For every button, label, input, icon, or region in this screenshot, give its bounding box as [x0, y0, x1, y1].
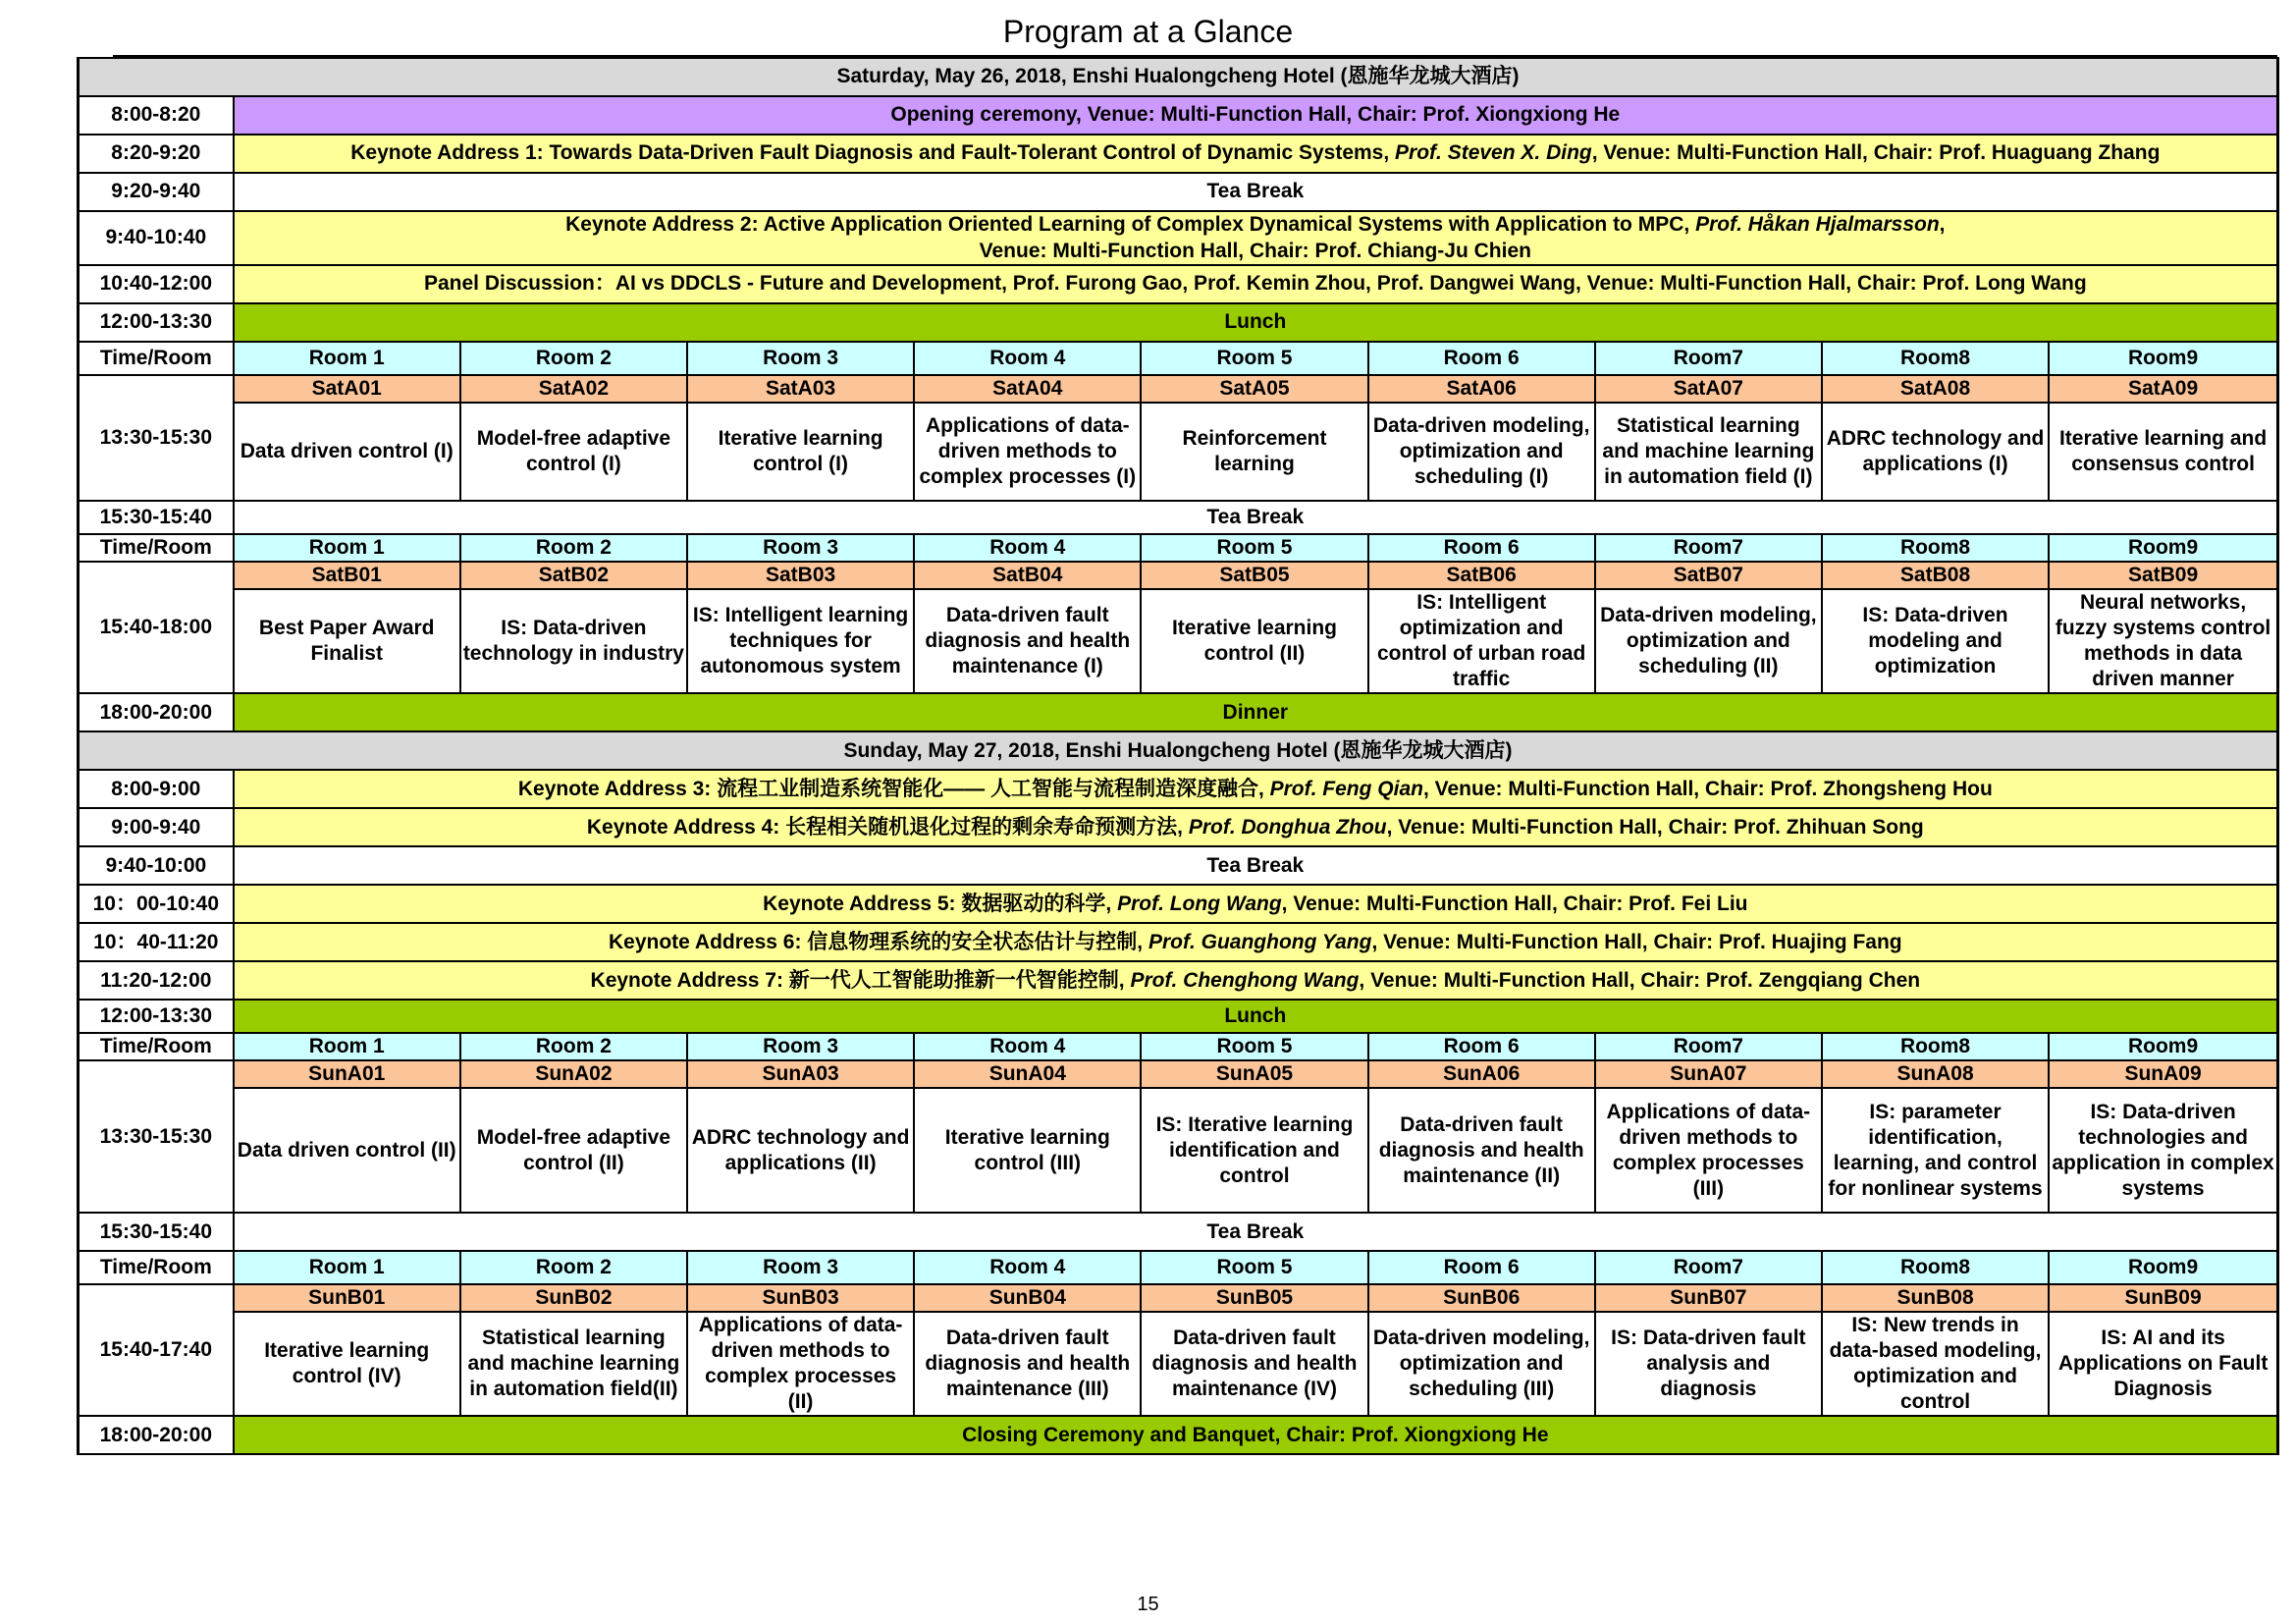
- lunch: Lunch: [234, 1000, 2278, 1033]
- time-cell: 10:40-12:00: [79, 265, 234, 303]
- keynote-venue: , Venue: Multi-Function Hall, Chair: Prof. Fei Liu: [1281, 892, 1748, 915]
- sat-keynote2-row: [79, 211, 2278, 265]
- session-title: IS: Data-driven modeling and optimization: [1822, 589, 2049, 693]
- session-code: SunA03: [687, 1060, 914, 1088]
- time-cell: 18:00-20:00: [79, 1416, 234, 1454]
- sat-b-session-row: [79, 589, 2278, 693]
- session-title: IS: Iterative learning identification and control: [1141, 1088, 1367, 1213]
- keynote-text: Keynote Address 4: 长程相关随机退化过程的剩余寿命预测方法,: [586, 815, 1189, 839]
- session-code: SunB04: [914, 1284, 1141, 1312]
- sun-b-code-row: [79, 1284, 2278, 1312]
- keynote-text: Keynote Address 1: Towards Data-Driven Fault Diagnosis and Fault-Tolerant Control of Dynamic Systems,: [350, 141, 1396, 165]
- session-code: SatB08: [1822, 562, 2049, 589]
- saturday-header: Saturday, May 26, 2018, Enshi Hualongcheng Hotel (恩施华龙城大酒店): [79, 58, 2278, 96]
- program-table: [77, 57, 2279, 1455]
- room-header: Room9: [2049, 1251, 2277, 1284]
- keynote-text: Keynote Address 6: 信息物理系统的安全状态估计与控制,: [609, 930, 1148, 953]
- session-title: Applications of data-driven methods to complex processes (II): [687, 1312, 914, 1416]
- session-title: ADRC technology and applications (II): [687, 1088, 914, 1213]
- session-title: Reinforcement learning: [1141, 403, 1367, 501]
- keynote-venue: , Venue: Multi-Function Hall, Chair: Prof. Huaguang Zhang: [1591, 141, 2161, 165]
- session-code: SunB08: [1822, 1284, 2049, 1312]
- time-cell: 8:00-8:20: [79, 96, 234, 135]
- session-code: SatB03: [687, 562, 914, 589]
- session-title: Data-driven modeling, optimization and scheduling (II): [1595, 589, 1822, 693]
- session-code: SunA08: [1822, 1060, 2049, 1088]
- panel-discussion: Panel Discussion：AI vs DDCLS - Future and Development, Prof. Furong Gao, Prof. Kemin Zhou, Prof. Dangwei Wang, Venue: Multi-Function Hall, Chair: Prof. Long Wang: [234, 265, 2278, 303]
- keynote-text: Keynote Address 2: Active Application Oriented Learning of Complex Dynamical Systems with Application to MPC,: [565, 213, 1696, 237]
- time-cell: 9:20-9:40: [79, 173, 234, 211]
- sun-lunch-row: [79, 1000, 2278, 1033]
- session-code: SatA09: [2049, 375, 2277, 403]
- sun-closing-row: [79, 1416, 2278, 1454]
- session-code: SunB06: [1368, 1284, 1595, 1312]
- sun-keynote6-row: [79, 923, 2278, 961]
- sun-a-session-row: [79, 1088, 2278, 1213]
- sat-a-room-row: [79, 342, 2278, 375]
- time-cell: 9:40-10:40: [79, 211, 234, 265]
- session-code: SunB07: [1595, 1284, 1822, 1312]
- sun-b-session-row: [79, 1312, 2278, 1416]
- keynote-venue: , Venue: Multi-Function Hall, Chair: Prof. Zhongsheng Hou: [1422, 777, 1993, 800]
- room-header: Room 4: [914, 342, 1141, 375]
- keynote-7: [234, 961, 2278, 1000]
- session-code: SunA09: [2049, 1060, 2277, 1088]
- sat-tea1-row: [79, 173, 2278, 211]
- sun-a-code-row: [79, 1060, 2278, 1088]
- sun-a-room-row: [79, 1033, 2278, 1060]
- time-cell: 8:20-9:20: [79, 135, 234, 173]
- keynote-speaker: Prof. Long Wang: [1117, 892, 1282, 915]
- sun-keynote4-row: [79, 808, 2278, 846]
- sat-keynote1-row: [79, 135, 2278, 173]
- saturday-header-row: [79, 58, 2278, 96]
- room-header: Room 4: [914, 1033, 1141, 1060]
- keynote-1: [234, 135, 2278, 173]
- session-title: Data-driven modeling, optimization and scheduling (I): [1368, 403, 1595, 501]
- time-room-label: Time/Room: [79, 534, 234, 562]
- room-header: Room8: [1822, 342, 2049, 375]
- page-number: 15: [1137, 1594, 1159, 1615]
- keynote-venue: , Venue: Multi-Function Hall, Chair: Prof. Huajing Fang: [1371, 930, 1902, 953]
- session-title: IS: Data-driven technology in industry: [460, 589, 687, 693]
- room-header: Room 2: [460, 342, 687, 375]
- keynote-speaker: Prof. Guanghong Yang: [1148, 930, 1372, 953]
- keynote-6: [234, 923, 2278, 961]
- keynote-speaker: Prof. Chenghong Wang: [1130, 968, 1360, 992]
- keynote-4: [234, 808, 2278, 846]
- session-title: IS: Data-driven fault analysis and diagnosis: [1595, 1312, 1822, 1416]
- keynote-speaker: Prof. Håkan Hjalmarsson: [1695, 213, 1940, 237]
- time-room-label: Time/Room: [79, 1251, 234, 1284]
- keynote-speaker: Prof. Feng Qian: [1269, 777, 1423, 800]
- sun-keynote5-row: [79, 885, 2278, 923]
- session-title: IS: Data-driven technologies and application in complex systems: [2049, 1088, 2277, 1213]
- time-cell: 12:00-13:30: [79, 303, 234, 342]
- sun-keynote7-row: [79, 961, 2278, 1000]
- time-room-label: Time/Room: [79, 1033, 234, 1060]
- sun-b-room-row: [79, 1251, 2278, 1284]
- room-header: Room 3: [687, 1251, 914, 1284]
- session-title: Iterative learning control (III): [914, 1088, 1141, 1213]
- session-code: SatB09: [2049, 562, 2277, 589]
- room-header: Room7: [1595, 342, 1822, 375]
- tea-break: Tea Break: [234, 846, 2278, 885]
- tea-break: Tea Break: [234, 501, 2278, 534]
- session-title: IS: AI and its Applications on Fault Diagnosis: [2049, 1312, 2277, 1416]
- time-cell: 12:00-13:30: [79, 1000, 234, 1033]
- room-header: Room 3: [687, 342, 914, 375]
- time-cell: 9:00-9:40: [79, 808, 234, 846]
- time-cell: 15:40-18:00: [79, 562, 234, 693]
- sat-tea2-row: [79, 501, 2278, 534]
- session-title: ADRC technology and applications (I): [1822, 403, 2049, 501]
- sat-opening-row: [79, 96, 2278, 135]
- session-title: Model-free adaptive control (I): [460, 403, 687, 501]
- room-header: Room 6: [1368, 342, 1595, 375]
- room-header: Room 2: [460, 1251, 687, 1284]
- sunday-header-row: [79, 731, 2278, 770]
- session-title: Data-driven fault diagnosis and health maintenance (III): [914, 1312, 1141, 1416]
- session-title: Data-driven modeling, optimization and scheduling (III): [1368, 1312, 1595, 1416]
- session-code: SunB09: [2049, 1284, 2277, 1312]
- session-title: Statistical learning and machine learning in automation field (I): [1595, 403, 1822, 501]
- room-header: Room7: [1595, 1033, 1822, 1060]
- sat-lunch-row: [79, 303, 2278, 342]
- keynote-speaker: Prof. Steven X. Ding: [1395, 141, 1592, 165]
- session-code: SatA06: [1368, 375, 1595, 403]
- session-code: SatA02: [460, 375, 687, 403]
- session-code: SatB04: [914, 562, 1141, 589]
- session-title: Iterative learning control (II): [1141, 589, 1367, 693]
- session-title: IS: parameter identification, learning, and control for nonlinear systems: [1822, 1088, 2049, 1213]
- time-cell: 18:00-20:00: [79, 693, 234, 731]
- sat-a-code-row: [79, 375, 2278, 403]
- session-code: SatA08: [1822, 375, 2049, 403]
- session-title: Data driven control (I): [234, 403, 460, 501]
- page-title: Program at a Glance: [1002, 14, 1294, 49]
- session-code: SatB06: [1368, 562, 1595, 589]
- keynote-5: [234, 885, 2278, 923]
- time-cell: 13:30-15:30: [79, 1060, 234, 1213]
- session-title: Data driven control (II): [234, 1088, 460, 1213]
- sat-dinner-row: [79, 693, 2278, 731]
- session-title: Applications of data-driven methods to complex processes (III): [1595, 1088, 1822, 1213]
- sun-tea1-row: [79, 846, 2278, 885]
- room-header: Room 2: [460, 534, 687, 562]
- time-cell: 15:30-15:40: [79, 501, 234, 534]
- room-header: Room 5: [1141, 1033, 1367, 1060]
- room-header: Room7: [1595, 534, 1822, 562]
- session-code: SunB05: [1141, 1284, 1367, 1312]
- time-cell: 8:00-9:00: [79, 770, 234, 808]
- session-title: Data-driven fault diagnosis and health maintenance (II): [1368, 1088, 1595, 1213]
- keynote-text: Keynote Address 3: 流程工业制造系统智能化—— 人工智能与流程制造深度融合,: [517, 777, 1270, 800]
- session-code: SunA07: [1595, 1060, 1822, 1088]
- sun-keynote3-row: [79, 770, 2278, 808]
- room-header: Room8: [1822, 1251, 2049, 1284]
- room-header: Room 2: [460, 1033, 687, 1060]
- time-cell: 11:20-12:00: [79, 961, 234, 1000]
- session-code: SatB05: [1141, 562, 1367, 589]
- keynote-speaker: Prof. Donghua Zhou: [1188, 815, 1387, 839]
- sunday-header: Sunday, May 27, 2018, Enshi Hualongcheng Hotel (恩施华龙城大酒店): [79, 731, 2278, 770]
- session-title: Applications of data-driven methods to complex processes (I): [914, 403, 1141, 501]
- time-cell: 9:40-10:00: [79, 846, 234, 885]
- sat-b-room-row: [79, 534, 2278, 562]
- room-header: Room 6: [1368, 534, 1595, 562]
- room-header: Room9: [2049, 1033, 2277, 1060]
- room-header: Room 4: [914, 1251, 1141, 1284]
- session-code: SatB07: [1595, 562, 1822, 589]
- session-code: SunA02: [460, 1060, 687, 1088]
- keynote-text: Keynote Address 5: 数据驱动的科学,: [763, 892, 1118, 915]
- time-cell: 15:40-17:40: [79, 1284, 234, 1416]
- session-code: SunA06: [1368, 1060, 1595, 1088]
- time-cell: 10：00-10:40: [79, 885, 234, 923]
- session-title: Data-driven fault diagnosis and health maintenance (I): [914, 589, 1141, 693]
- room-header: Room 5: [1141, 534, 1367, 562]
- session-title: Iterative learning and consensus control: [2049, 403, 2277, 501]
- time-room-label: Time/Room: [79, 342, 234, 375]
- dinner: Dinner: [234, 693, 2278, 731]
- session-code: SatB01: [234, 562, 460, 589]
- session-code: SunB03: [687, 1284, 914, 1312]
- room-header: Room 1: [234, 1251, 460, 1284]
- keynote-venue: , Venue: Multi-Function Hall, Chair: Prof. Zengqiang Chen: [1359, 968, 1921, 992]
- session-code: SunB01: [234, 1284, 460, 1312]
- sat-panel-row: [79, 265, 2278, 303]
- session-title: IS: Intelligent optimization and control of urban road traffic: [1368, 589, 1595, 693]
- session-code: SunA04: [914, 1060, 1141, 1088]
- keynote-venue: , Venue: Multi-Function Hall, Chair: Prof. Zhihuan Song: [1386, 815, 1924, 839]
- room-header: Room8: [1822, 1033, 2049, 1060]
- time-cell: 15:30-15:40: [79, 1213, 234, 1251]
- keynote-3: [234, 770, 2278, 808]
- keynote-2: [234, 211, 2278, 265]
- session-code: SatB02: [460, 562, 687, 589]
- keynote-punct: ,: [1939, 213, 1946, 237]
- session-code: SatA07: [1595, 375, 1822, 403]
- room-header: Room 5: [1141, 342, 1367, 375]
- room-header: Room 1: [234, 342, 460, 375]
- sun-tea2-row: [79, 1213, 2278, 1251]
- keynote-text: Keynote Address 7: 新一代人工智能助推新一代智能控制,: [590, 968, 1131, 992]
- session-title: IS: New trends in data-based modeling, optimization and control: [1822, 1312, 2049, 1416]
- room-header: Room 1: [234, 534, 460, 562]
- opening-ceremony: Opening ceremony, Venue: Multi-Function Hall, Chair: Prof. Xiongxiong He: [234, 96, 2278, 135]
- session-code: SatA03: [687, 375, 914, 403]
- session-title: Iterative learning control (IV): [234, 1312, 460, 1416]
- session-code: SunA01: [234, 1060, 460, 1088]
- session-title: Neural networks, fuzzy systems control methods in data driven manner: [2049, 589, 2277, 693]
- room-header: Room 5: [1141, 1251, 1367, 1284]
- sat-a-session-row: [79, 403, 2278, 501]
- keynote-venue: Venue: Multi-Function Hall, Chair: Prof. Chiang-Ju Chien: [979, 239, 1531, 262]
- tea-break: Tea Break: [234, 173, 2278, 211]
- session-code: SatA01: [234, 375, 460, 403]
- session-code: SatA04: [914, 375, 1141, 403]
- room-header: Room9: [2049, 534, 2277, 562]
- session-title: Statistical learning and machine learning in automation field(II): [460, 1312, 687, 1416]
- session-title: Model-free adaptive control (II): [460, 1088, 687, 1213]
- sat-b-code-row: [79, 562, 2278, 589]
- session-code: SunA05: [1141, 1060, 1367, 1088]
- room-header: Room 6: [1368, 1251, 1595, 1284]
- closing-ceremony: Closing Ceremony and Banquet, Chair: Prof. Xiongxiong He: [234, 1416, 2278, 1454]
- room-header: Room7: [1595, 1251, 1822, 1284]
- session-title: IS: Intelligent learning techniques for autonomous system: [687, 589, 914, 693]
- room-header: Room 1: [234, 1033, 460, 1060]
- room-header: Room9: [2049, 342, 2277, 375]
- session-code: SatA05: [1141, 375, 1367, 403]
- room-header: Room8: [1822, 534, 2049, 562]
- room-header: Room 6: [1368, 1033, 1595, 1060]
- time-cell: 10：40-11:20: [79, 923, 234, 961]
- time-cell: 13:30-15:30: [79, 375, 234, 501]
- session-title: Iterative learning control (I): [687, 403, 914, 501]
- tea-break: Tea Break: [234, 1213, 2278, 1251]
- room-header: Room 3: [687, 1033, 914, 1060]
- session-title: Best Paper Award Finalist: [234, 589, 460, 693]
- session-code: SunB02: [460, 1284, 687, 1312]
- session-title: Data-driven fault diagnosis and health maintenance (IV): [1141, 1312, 1367, 1416]
- room-header: Room 3: [687, 534, 914, 562]
- room-header: Room 4: [914, 534, 1141, 562]
- lunch: Lunch: [234, 303, 2278, 342]
